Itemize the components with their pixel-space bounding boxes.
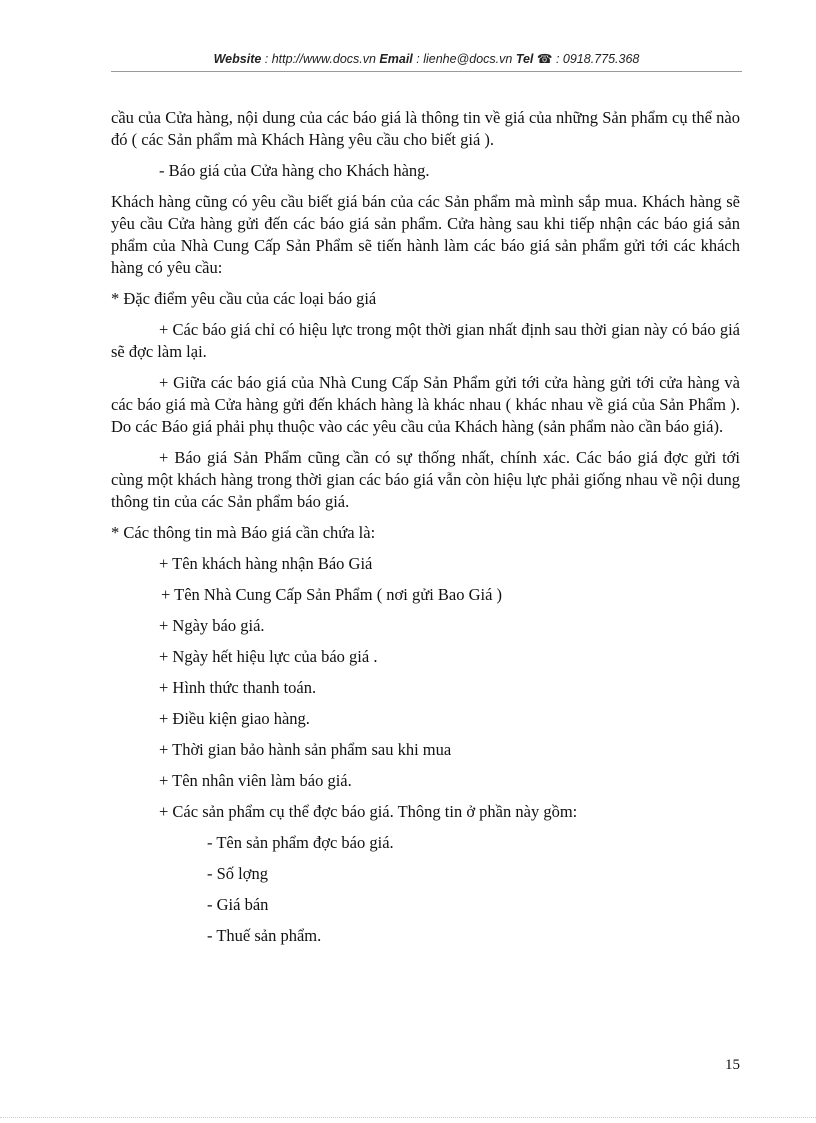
section-subheading: - Báo giá của Cửa hàng cho Khách hàng. (159, 161, 430, 180)
section-heading: * Đặc điểm yêu cầu của các loại báo giá (111, 289, 377, 308)
tel-value: : 0918.775.368 (552, 52, 640, 66)
list-item: + Thời gian bảo hành sản phẩm sau khi mua (159, 740, 452, 759)
list-item: + Tên khách hàng nhận Báo Giá (159, 554, 373, 573)
tel-label: Tel (515, 52, 534, 66)
phone-icon: ☎ (536, 52, 553, 66)
sub-list-item: - Thuế sản phẩm. (207, 926, 322, 945)
page-header (111, 51, 742, 66)
header-divider (111, 71, 742, 72)
list-item: + Tên nhân viên làm báo giá. (159, 771, 352, 790)
list-item: + Điều kiện giao hàng. (159, 709, 310, 728)
website-value: : http://www.docs.vn (261, 52, 380, 66)
paragraph: + Báo giá Sản Phẩm cũng cần có sự thống nhất, chính xác. Các báo giá đợc gửi tới cùng một khách hàng trong thời gian các báo giá vẫn còn hiệu lực phải giống nhau về nội dung thông tin của các Sản phẩm báo giá. (111, 448, 740, 511)
page-number: 15 (725, 1057, 740, 1073)
paragraph: Khách hàng cũng có yêu cầu biết giá bán của các Sản phẩm mà mình sắp mua. Khách hàng sẽ yêu cầu Cửa hàng gửi đến các báo giá sản phẩm. Cửa hàng sau khi tiếp nhận các báo giá sản phẩm của Nhà Cung Cấp Sản Phẩm sẽ tiến hành làm các báo giá sản phẩm gửi tới các khách hàng có yêu cầu: (111, 192, 740, 277)
list-item: + Ngày hết hiệu lực của báo giá . (159, 647, 378, 666)
email-value: : lienhe@docs.vn (412, 52, 516, 66)
document-body (111, 107, 740, 956)
footer-divider (0, 1117, 816, 1118)
list-item: + Hình thức thanh toán. (159, 678, 317, 697)
website-label: Website (213, 52, 262, 66)
paragraph: + Các báo giá chỉ có hiệu lực trong một thời gian nhất định sau thời gian này có báo giá sẽ đợc làm lại. (111, 320, 740, 361)
section-heading: * Các thông tin mà Báo giá cần chứa là: (111, 523, 376, 542)
sub-list-item: - Số lợng (207, 864, 268, 883)
paragraph: + Giữa các báo giá của Nhà Cung Cấp Sản Phẩm gửi tới cửa hàng gửi tới cửa hàng và các báo giá mà Cửa hàng gửi đến khách hàng là khác nhau ( khác nhau về giá của Sản Phẩm ). Do các Báo giá phải phụ thuộc vào các yêu cầu của Khách hàng (sản phẩm nào cần báo giá). (111, 373, 740, 436)
sub-list-item: - Tên sản phẩm đợc báo giá. (207, 833, 394, 852)
sub-list-item: - Giá bán (207, 895, 269, 914)
list-item: + Các sản phẩm cụ thể đợc báo giá. Thông tin ở phần này gồm: (159, 802, 578, 821)
list-item: + Ngày báo giá. (159, 616, 265, 635)
list-item: + Tên Nhà Cung Cấp Sản Phẩm ( nơi gửi Bao Giá ) (161, 585, 503, 604)
email-label: Email (379, 52, 413, 66)
paragraph: cầu của Cửa hàng, nội dung của các báo giá là thông tin về giá của những Sản phẩm cụ thể nào đó ( các Sản phẩm mà Khách Hàng yêu cầu cho biết giá ). (111, 108, 740, 149)
